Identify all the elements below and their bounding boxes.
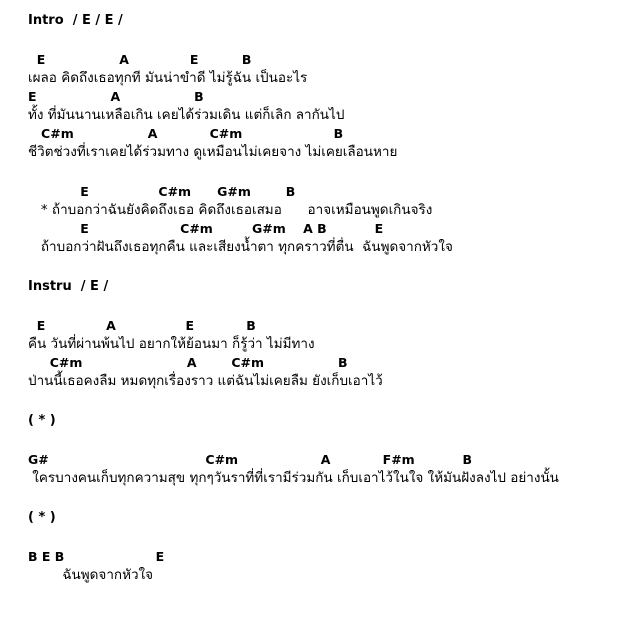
section-chorus-repeat-2 <box>0 509 620 527</box>
chord-line: E A E B <box>28 52 252 67</box>
section-bridge <box>0 451 620 488</box>
spacer-4 <box>0 296 620 317</box>
section-verse-1 <box>0 51 620 162</box>
section-intro <box>0 12 620 30</box>
lyric-line: ฉันพูดจากหัวใจ <box>28 567 154 583</box>
section-chorus-repeat-1 <box>0 412 620 430</box>
chord-line: E A B <box>28 89 204 104</box>
instru-heading: Instru / E / <box>28 279 109 294</box>
spacer-1 <box>0 30 620 51</box>
lyric-line: ชีวิตช่วงที่เราเคยได้ร่วมทาง ดูเหมือนไม่เคยจาง ไม่เคยเลือนหาย <box>28 144 398 160</box>
lyric-line: เผลอ คิดถึงเธอทุกที มันน่าขำดี ไม่รู้ฉัน เป็นอะไร <box>28 70 308 86</box>
chord-line: E C#m G#m B <box>28 184 296 199</box>
section-verse-2 <box>0 317 620 391</box>
chord-line: E A E B <box>28 318 256 333</box>
chord-line: G# C#m A F#m B <box>28 452 473 467</box>
chord-line: E C#m G#m A B E <box>28 221 384 236</box>
repeat-marker: ( * ) <box>28 413 56 428</box>
section-chorus <box>0 183 620 257</box>
spacer-2 <box>0 162 620 183</box>
section-outro <box>0 548 620 585</box>
spacer-5 <box>0 391 620 412</box>
chord-line: C#m A C#m B <box>28 355 348 370</box>
section-instru <box>0 278 620 296</box>
lyric-line: ถ้าบอกว่าฝันถึงเธอทุกคืน และเสียงน้ำตา ทุกคราวที่ตื่น ฉันพูดจากหัวใจ <box>28 239 453 255</box>
chord-line: C#m A C#m B <box>28 126 344 141</box>
intro-heading: Intro / E / E / <box>28 13 123 28</box>
chord-line: B E B E <box>28 549 165 564</box>
lyric-line: ทั้ง ที่มันนานเหลือเกิน เคยได้ร่วมเดิน แต่ก็เลิก ลากันไป <box>28 107 345 123</box>
lyric-line: ใครบางคนเก็บทุกความสุข ทุกๆวันราที่ที่เรามีร่วมกัน เก็บเอาไว้ในใจ ให้มันฝังลงไป อย่างนั้น <box>28 470 559 486</box>
lyric-line: * ถ้าบอกว่าฉันยังคิดถึงเธอ คิดถึงเธอเสมอ อาจเหมือนพูดเกินจริง <box>28 202 433 218</box>
lyric-line: ป่านนี้เธอคงลืม หมดทุกเรื่องราว แต่ฉันไม่เคยลืม ยังเก็บเอาไว้ <box>28 373 383 389</box>
spacer-8 <box>0 527 620 548</box>
spacer-7 <box>0 488 620 509</box>
lyric-line: คืน วันที่ผ่านพ้นไป อยากให้ย้อนมา ก็รู้ว่า ไม่มีทาง <box>28 336 315 352</box>
repeat-marker: ( * ) <box>28 510 56 525</box>
top-spacer <box>0 0 620 12</box>
spacer-3 <box>0 257 620 278</box>
spacer-6 <box>0 430 620 451</box>
